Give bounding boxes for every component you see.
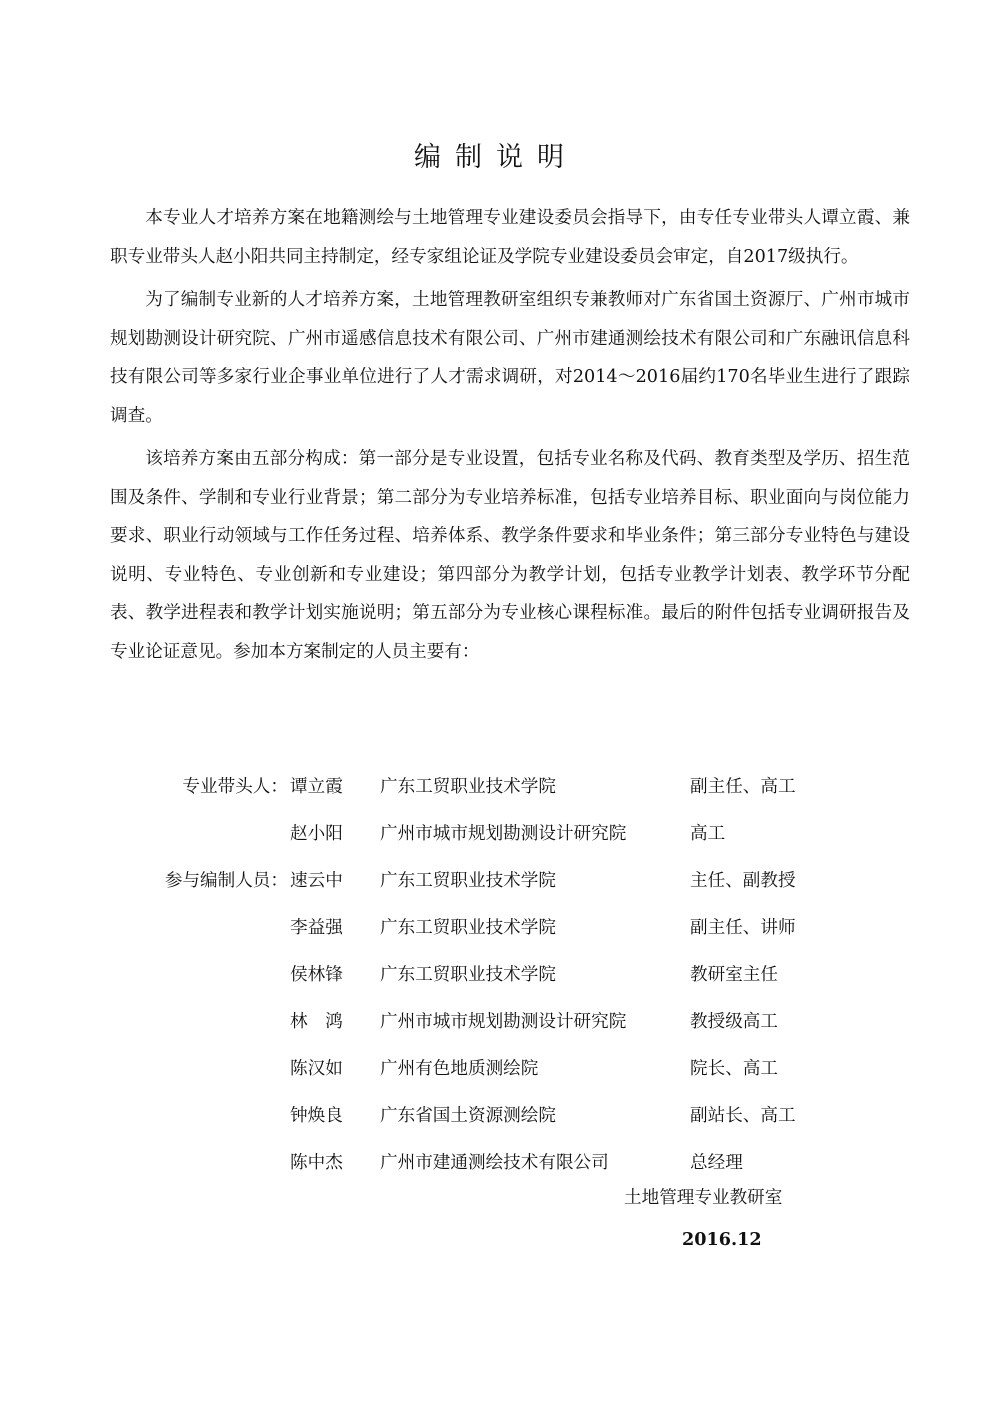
staff-name: 陈中杰 [290, 1153, 343, 1173]
paragraph-research: 为了编制专业新的人才培养方案，土地管理教研室组织专兼教师对广东省国土资源厅、广州市城市规划勘测设计研究院、广州市遥感信息技术有限公司、广州市建通测绘技术有限公司和广东融讯信息科技有限公司等多家行业企事业单位进行了人才需求调研，对2014～2016届约170名毕业生进行了跟踪调查。 [110, 290, 910, 426]
signature-date: 2016.12 [682, 1229, 762, 1250]
staff-name: 陈汉如 [290, 1059, 343, 1079]
staff-row [110, 1049, 910, 1096]
staff-title: 副站长、高工 [690, 1106, 796, 1126]
staff-row [110, 814, 910, 861]
staff-role: 参与编制人员： [164, 871, 288, 891]
staff-org: 广东工贸职业技术学院 [380, 871, 556, 891]
staff-row [110, 861, 910, 908]
staff-title: 教授级高工 [690, 1012, 778, 1032]
staff-row [110, 908, 910, 955]
staff-row [110, 955, 910, 1002]
staff-org: 广州市建通测绘技术有限公司 [380, 1153, 609, 1173]
paragraph-intro: 本专业人才培养方案在地籍测绘与土地管理专业建设委员会指导下，由专任专业带头人谭立霞、兼职专业带头人赵小阳共同主持制定，经专家组论证及学院专业建设委员会审定，自2017级执行。 [110, 208, 910, 267]
staff-org: 广州市城市规划勘测设计研究院 [380, 1012, 627, 1032]
staff-row [110, 767, 910, 814]
staff-org: 广东工贸职业技术学院 [380, 918, 556, 938]
staff-title: 教研室主任 [690, 965, 778, 985]
staff-name: 赵小阳 [290, 824, 343, 844]
staff-title: 副主任、高工 [690, 777, 796, 797]
staff-org: 广州市城市规划勘测设计研究院 [380, 824, 627, 844]
page-title: 编制说明 [414, 142, 578, 173]
staff-org: 广东工贸职业技术学院 [380, 777, 556, 797]
staff-row [110, 1096, 910, 1143]
staff-title: 高工 [690, 824, 726, 844]
staff-title: 总经理 [690, 1153, 743, 1173]
staff-name: 李益强 [290, 918, 343, 938]
signature-department: 土地管理专业教研室 [624, 1188, 783, 1208]
staff-list [110, 767, 910, 1190]
body-text [110, 199, 910, 676]
staff-title: 主任、副教授 [690, 871, 796, 891]
staff-role: 专业带头人： [182, 777, 288, 797]
staff-title: 院长、高工 [690, 1059, 778, 1079]
staff-name: 林 鸿 [290, 1012, 343, 1032]
paragraph-structure: 该培养方案由五部分构成：第一部分是专业设置，包括专业名称及代码、教育类型及学历、招生范围及条件、学制和专业行业背景；第二部分为专业培养标准，包括专业培养目标、职业面向与岗位能力要求、职业行动领域与工作任务过程、培养体系、教学条件要求和毕业条件；第三部分专业特色与建设说明、专业特色、专业创新和专业建设；第四部分为教学计划，包括专业教学计划表、教学环节分配表、教学进程表和教学计划实施说明；第五部分为专业核心课程标准。最后的附件包括专业调研报告及专业论证意见。参加本方案制定的人员主要有： [110, 449, 910, 662]
staff-name: 钟焕良 [290, 1106, 343, 1126]
staff-org: 广东工贸职业技术学院 [380, 965, 556, 985]
staff-org: 广东省国土资源测绘院 [380, 1106, 556, 1126]
staff-name: 谭立霞 [290, 777, 343, 797]
staff-row [110, 1143, 910, 1190]
staff-title: 副主任、讲师 [690, 918, 796, 938]
staff-name: 速云中 [290, 871, 343, 891]
staff-org: 广州有色地质测绘院 [380, 1059, 539, 1079]
staff-name: 侯林锋 [290, 965, 343, 985]
staff-row [110, 1002, 910, 1049]
